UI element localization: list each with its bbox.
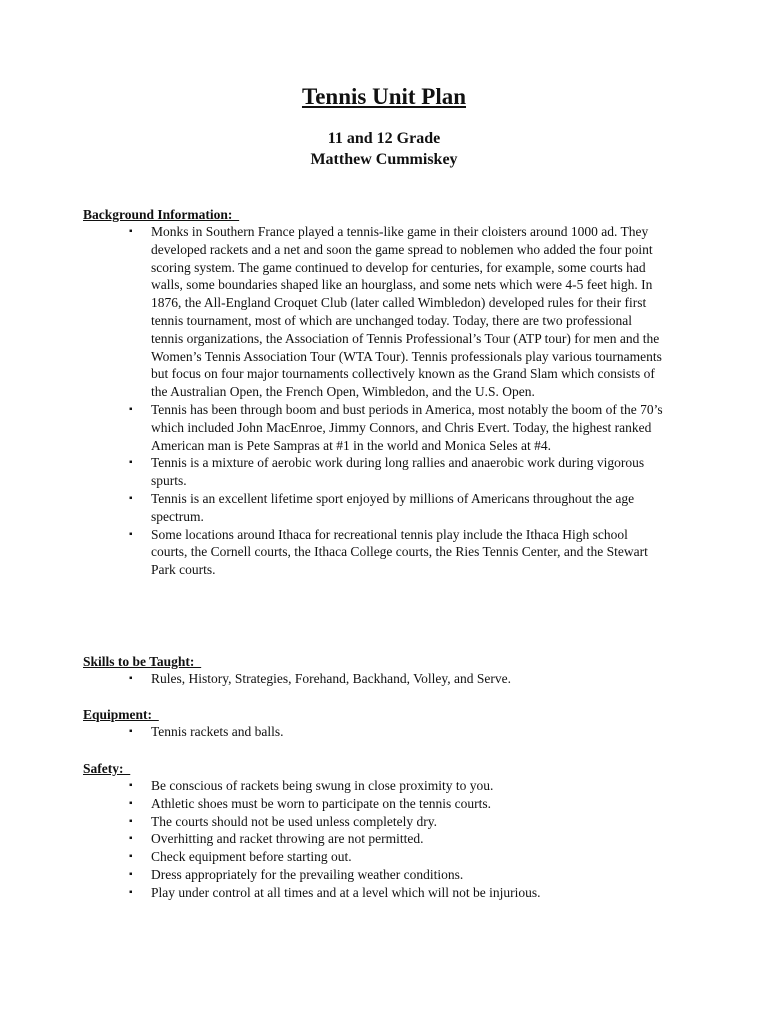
background-list <box>83 223 683 579</box>
list-item <box>83 526 683 579</box>
list-item-text: Check equipment before starting out. <box>151 849 352 865</box>
bullet-icon: ▪ <box>129 457 133 469</box>
list-item <box>83 884 683 902</box>
document-title: Tennis Unit Plan <box>301 84 467 109</box>
bullet-icon: ▪ <box>129 851 133 863</box>
list-item <box>83 777 683 795</box>
list-item-text: Some locations around Ithaca for recreational tennis play include the Ithaca High school courts, the Cornell courts, the Ithaca College courts, the Ries Tennis Center, and the Stewart Park courts. <box>151 526 648 578</box>
bullet-icon: ▪ <box>129 815 133 827</box>
equipment-list <box>83 723 683 741</box>
skills-list <box>83 670 683 688</box>
background-heading: Background Information: <box>83 207 240 222</box>
list-item-text: Athletic shoes must be worn to participate on the tennis courts. <box>151 795 492 811</box>
safety-heading: Safety: <box>83 761 131 776</box>
list-item-text: Monks in Southern France played a tennis-like game in their cloisters around 1000 ad. They developed rackets and a net and soon the game spread to noblemen who added the four point scoring system. The game continued to develop for centuries, for example, some courts had walls, some boundaries shaped like an hourglass, and some nets which were 4-5 feet high. In 1876, the All-England Croquet Club (later called Wimbledon) developed rules for their first tennis tournament, most of which are unchanged today. Today, there are two professional tennis organizations, the Association of Tennis Professional’s Tour (ATP tour) for men and the Women’s Tennis Association Tour (WTA Tour). Tennis professionals play various tournaments but focus on four major tournaments collectively known as the Grand Slam which consists of the Australian Open, the French Open, Wimbledon, and the U.S. Open. <box>151 224 662 400</box>
list-item <box>83 866 683 884</box>
skills-section <box>83 653 683 688</box>
bullet-icon: ▪ <box>129 868 133 880</box>
list-item <box>83 454 683 490</box>
list-item-text: Dress appropriately for the prevailing weather conditions. <box>151 866 464 882</box>
list-item <box>83 723 683 741</box>
bullet-icon: ▪ <box>129 528 133 540</box>
bullet-icon: ▪ <box>129 886 133 898</box>
bullet-icon: ▪ <box>129 492 133 504</box>
equipment-heading: Equipment: <box>83 707 159 722</box>
author-name: Matthew Cummiskey <box>310 151 458 168</box>
list-item-text: Tennis is a mixture of aerobic work during long rallies and anaerobic work during vigorous spurts. <box>151 455 645 489</box>
skills-heading: Skills to be Taught: <box>83 654 202 669</box>
list-item-text: Tennis has been through boom and bust periods in America, most notably the boom of the 70’s which included John MacEnroe, Jimmy Connors, and Chris Evert. Today, the highest ranked American man is Pete Sampras at #1 in the world and Monica Seles at #4. <box>151 401 663 453</box>
list-item-text: Be conscious of rackets being swung in close proximity to you. <box>151 778 494 793</box>
grade-level: 11 and 12 Grade <box>327 130 441 147</box>
bullet-icon: ▪ <box>129 226 133 237</box>
safety-section <box>83 760 683 902</box>
safety-list <box>83 777 683 902</box>
bullet-icon: ▪ <box>129 403 133 415</box>
list-item-text: Rules, History, Strategies, Forehand, Backhand, Volley, and Serve. <box>151 671 511 686</box>
list-item <box>83 848 683 866</box>
list-item <box>83 401 683 454</box>
list-item-text: Play under control at all times and at a level which will not be injurious. <box>151 884 541 900</box>
list-item <box>83 670 683 688</box>
list-item <box>83 490 683 526</box>
bullet-icon: ▪ <box>129 797 133 809</box>
list-item <box>83 813 683 831</box>
bullet-icon: ▪ <box>129 726 133 737</box>
bullet-icon: ▪ <box>129 780 133 791</box>
list-item-text: Tennis rackets and balls. <box>151 724 284 739</box>
list-item <box>83 830 683 848</box>
bullet-icon: ▪ <box>129 673 133 684</box>
list-item <box>83 795 683 813</box>
list-item-text: Tennis is an excellent lifetime sport enjoyed by millions of Americans throughout the age spectrum. <box>151 490 635 524</box>
list-item-text: Overhitting and racket throwing are not permitted. <box>151 831 424 847</box>
background-section <box>83 206 683 579</box>
list-item <box>83 223 683 401</box>
list-item-text: The courts should not be used unless completely dry. <box>151 813 437 829</box>
equipment-section <box>83 706 683 741</box>
bullet-icon: ▪ <box>129 833 133 845</box>
